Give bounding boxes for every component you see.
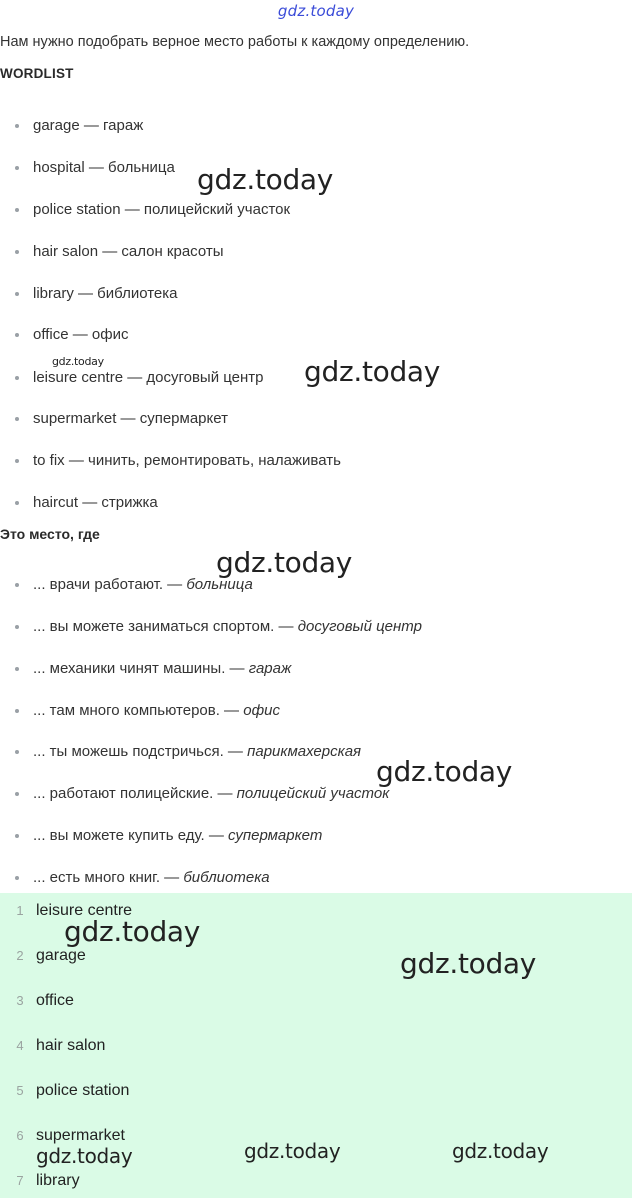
- watermark: gdz.today: [304, 355, 441, 388]
- answer-number: 5: [16, 1083, 24, 1098]
- bullet-icon: [15, 292, 19, 296]
- bullet-icon: [15, 876, 19, 880]
- answer-text: supermarket: [36, 1127, 125, 1144]
- answer-number: 4: [16, 1038, 24, 1053]
- bullet-icon: [15, 792, 19, 796]
- definition-answer: гараж: [248, 660, 292, 677]
- definition-answer: полицейский участок: [236, 785, 390, 802]
- bullet-icon: [15, 583, 19, 587]
- bullet-icon: [15, 208, 19, 212]
- answer-text: library: [36, 1172, 80, 1189]
- bullet-icon: [15, 667, 19, 671]
- answer-text: police station: [36, 1082, 130, 1099]
- top-watermark: gdz.today: [277, 2, 355, 20]
- bullet-icon: [15, 166, 19, 170]
- bullet-icon: [15, 709, 19, 713]
- watermark: gdz.today: [64, 915, 201, 948]
- answer-text: garage: [36, 947, 86, 964]
- wordlist-title: WORDLIST: [0, 66, 74, 81]
- watermark: gdz.today: [216, 546, 353, 579]
- answer-number: 2: [16, 948, 24, 963]
- bullet-icon: [15, 834, 19, 838]
- bullet-icon: [15, 376, 19, 380]
- bullet-icon: [15, 501, 19, 505]
- bullet-icon: [15, 417, 19, 421]
- watermark: gdz.today: [244, 1139, 341, 1163]
- answer-number: 3: [16, 993, 24, 1008]
- bullet-icon: [15, 625, 19, 629]
- bullet-icon: [15, 250, 19, 254]
- answer-text: hair salon: [36, 1037, 106, 1054]
- answer-number: 1: [16, 903, 24, 918]
- watermark: gdz.today: [400, 947, 537, 980]
- definition-answer: досуговый центр: [297, 618, 422, 635]
- definition-answer: офис: [243, 702, 280, 719]
- definitions-title: Это место, где: [0, 526, 100, 542]
- answer-text: office: [36, 992, 74, 1009]
- bullet-icon: [15, 459, 19, 463]
- definition-answer: библиотека: [183, 869, 270, 886]
- definition-answer: больница: [186, 576, 253, 593]
- definition-answer: парикмахерская: [247, 743, 362, 760]
- bullet-icon: [15, 333, 19, 337]
- answer-number: 7: [16, 1173, 24, 1188]
- task-intro: Нам нужно подобрать верное место работы к каждому определению.: [0, 34, 470, 50]
- definition-answer: супермаркет: [228, 827, 323, 844]
- watermark: gdz.today: [52, 355, 104, 368]
- watermark: gdz.today: [452, 1139, 549, 1163]
- answer-number: 6: [16, 1128, 24, 1143]
- watermark: gdz.today: [376, 755, 513, 788]
- bullet-icon: [15, 750, 19, 754]
- bullet-icon: [15, 124, 19, 128]
- watermark: gdz.today: [36, 1144, 133, 1168]
- answer-text: leisure centre: [36, 902, 133, 919]
- watermark: gdz.today: [197, 163, 334, 196]
